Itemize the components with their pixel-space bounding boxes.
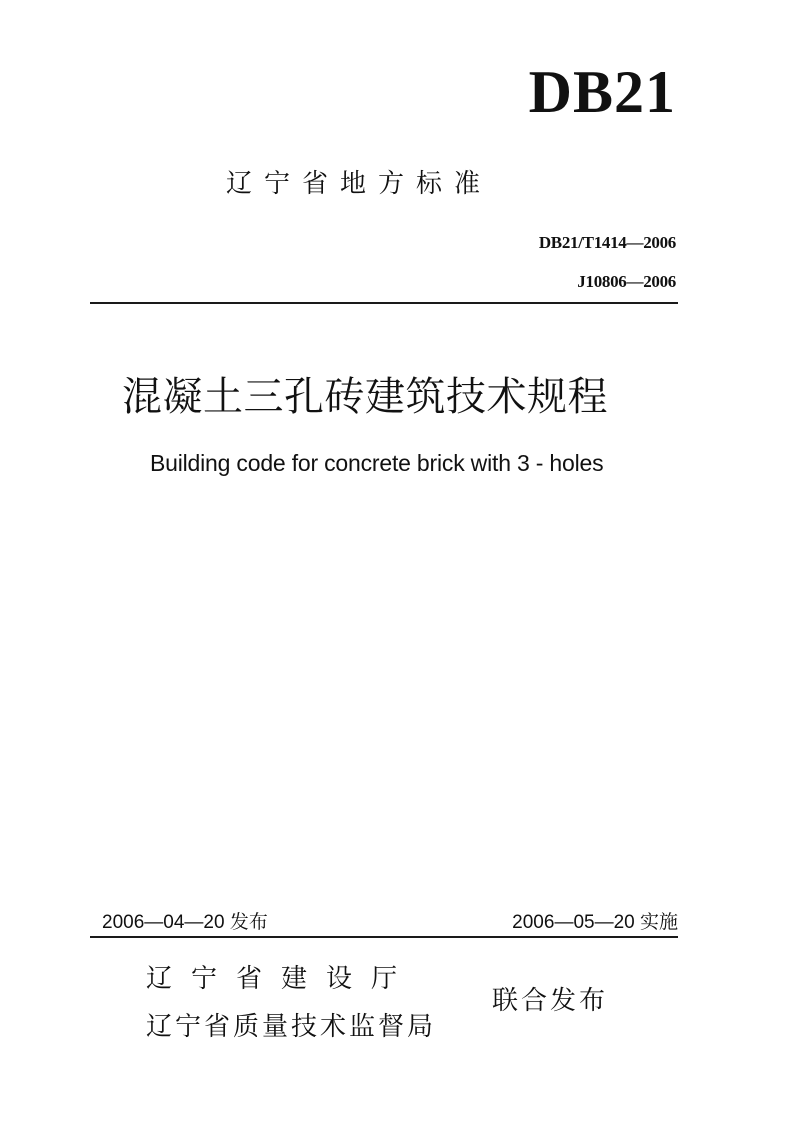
footer-divider: [90, 936, 678, 938]
record-number: J10806—2006: [577, 272, 676, 291]
document-title-chinese: 混凝土三孔砖建筑技术规程: [122, 374, 608, 420]
issue-date: 2006—04—20 发布: [102, 912, 268, 933]
header-divider: [90, 302, 678, 304]
standard-type-heading: 辽宁省地方标准: [226, 169, 493, 199]
issuer-construction-department: 辽宁省建设厅: [146, 964, 417, 994]
standard-number: DB21/T1414—2006: [538, 233, 676, 252]
joint-issue-label: 联合发布: [492, 986, 609, 1016]
document-title-english: Building code for concrete brick with 3 - holes: [150, 450, 604, 476]
implementation-date: 2006—05—20 实施: [512, 912, 678, 933]
standard-code-mark: DB21: [528, 59, 676, 125]
issuer-quality-supervision-bureau: 辽宁省质量技术监督局: [146, 1012, 437, 1042]
